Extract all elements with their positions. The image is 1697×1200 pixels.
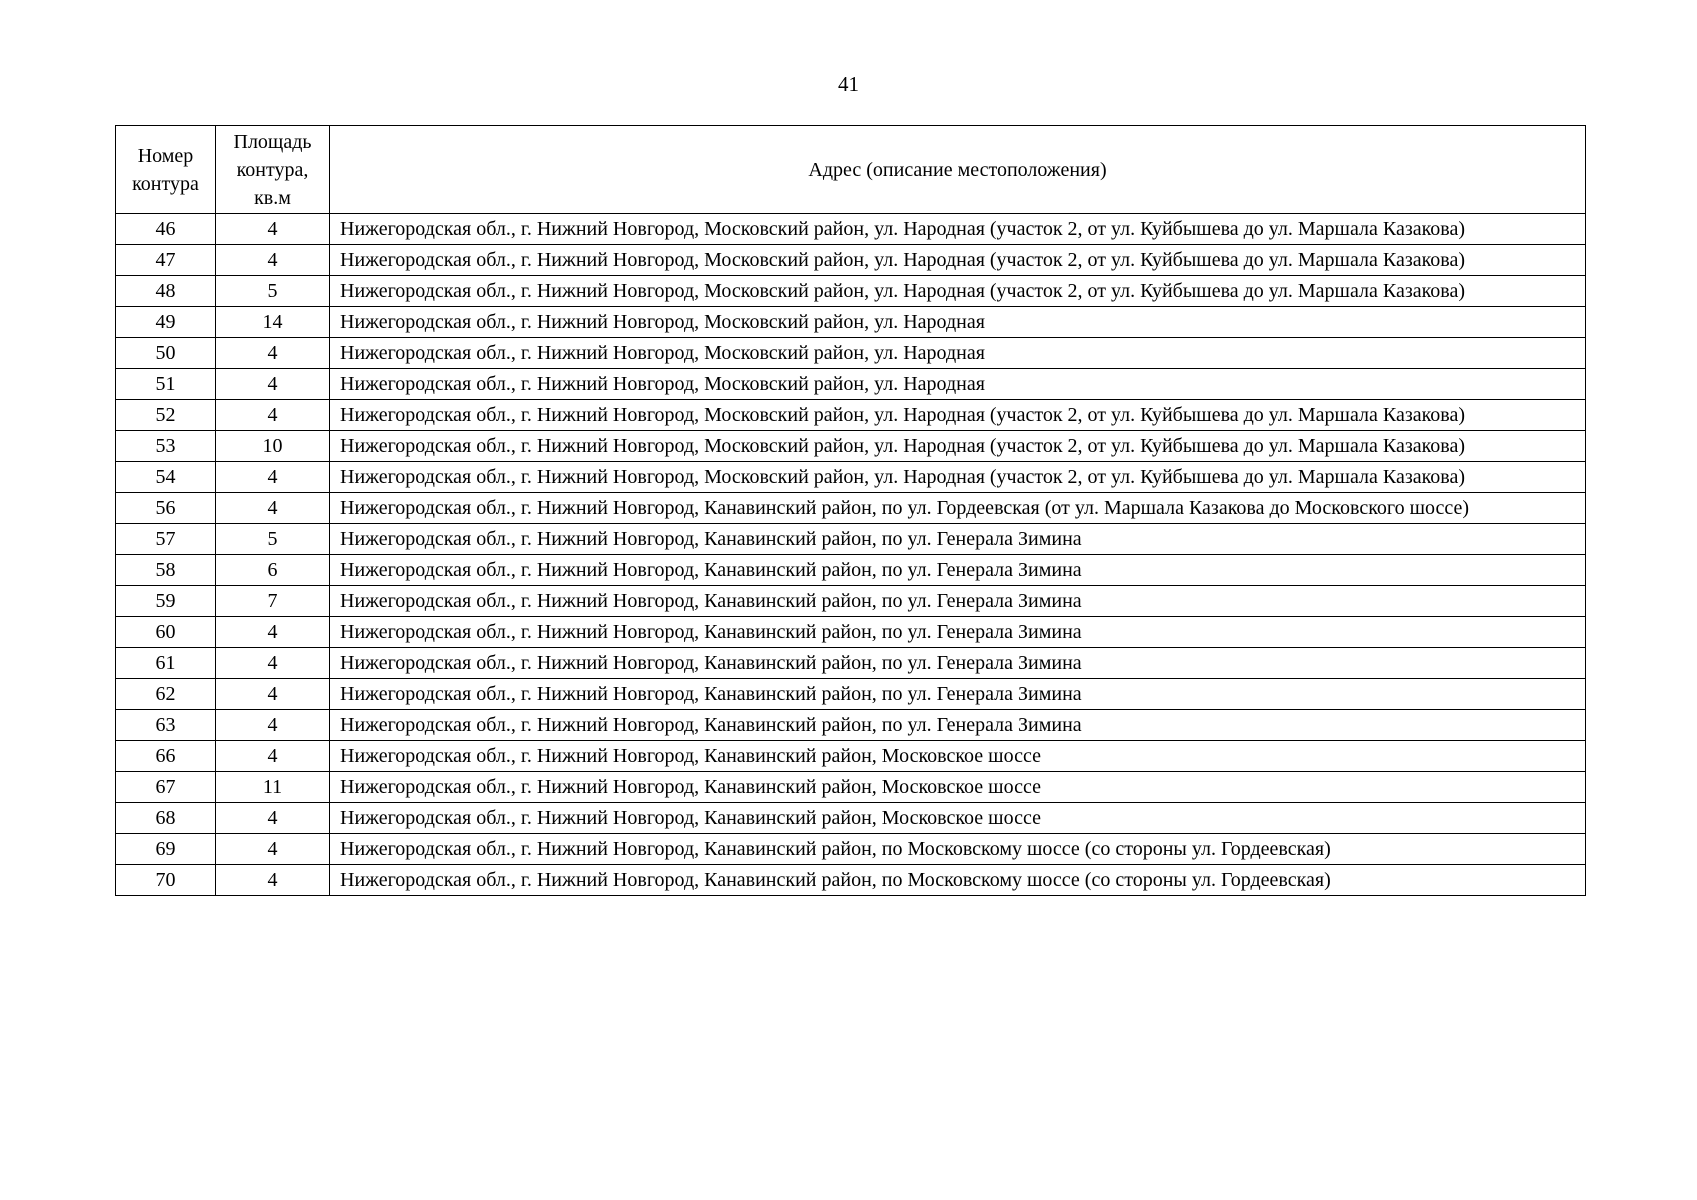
table-body: [116, 214, 1586, 896]
cell-contour-area: 14: [216, 307, 330, 338]
cell-contour-number: 50: [116, 338, 216, 369]
cell-contour-area: 4: [216, 245, 330, 276]
table-row: [116, 865, 1586, 896]
header-address: Адрес (описание местоположения): [330, 126, 1586, 214]
cell-contour-number: 69: [116, 834, 216, 865]
table-row: [116, 245, 1586, 276]
cell-address: Нижегородская обл., г. Нижний Новгород, Канавинский район, по ул. Генерала Зимина: [330, 710, 1586, 741]
cell-contour-area: 4: [216, 648, 330, 679]
cell-contour-number: 58: [116, 555, 216, 586]
cell-contour-number: 54: [116, 462, 216, 493]
table-row: [116, 493, 1586, 524]
cell-contour-number: 57: [116, 524, 216, 555]
cell-address: Нижегородская обл., г. Нижний Новгород, Московский район, ул. Народная (участок 2, от ул. Куйбышева до ул. Маршала Казакова): [330, 400, 1586, 431]
cell-contour-area: 5: [216, 276, 330, 307]
cell-contour-number: 67: [116, 772, 216, 803]
header-contour-area: Площадь контура, кв.м: [216, 126, 330, 214]
cell-contour-area: 4: [216, 338, 330, 369]
contours-table: [115, 125, 1586, 896]
cell-address: Нижегородская обл., г. Нижний Новгород, Московский район, ул. Народная (участок 2, от ул. Куйбышева до ул. Маршала Казакова): [330, 276, 1586, 307]
cell-contour-number: 53: [116, 431, 216, 462]
cell-address: Нижегородская обл., г. Нижний Новгород, Канавинский район, по ул. Генерала Зимина: [330, 524, 1586, 555]
page-number: 41: [838, 72, 859, 96]
cell-contour-area: 7: [216, 586, 330, 617]
cell-address: Нижегородская обл., г. Нижний Новгород, Московский район, ул. Народная (участок 2, от ул. Куйбышева до ул. Маршала Казакова): [330, 431, 1586, 462]
table-row: [116, 369, 1586, 400]
cell-contour-area: 4: [216, 400, 330, 431]
table-row: [116, 307, 1586, 338]
cell-contour-area: 4: [216, 493, 330, 524]
cell-contour-number: 68: [116, 803, 216, 834]
cell-contour-number: 47: [116, 245, 216, 276]
cell-contour-area: 4: [216, 710, 330, 741]
table-row: [116, 431, 1586, 462]
table-row: [116, 741, 1586, 772]
cell-address: Нижегородская обл., г. Нижний Новгород, Московский район, ул. Народная (участок 2, от ул. Куйбышева до ул. Маршала Казакова): [330, 214, 1586, 245]
table-row: [116, 524, 1586, 555]
cell-address: Нижегородская обл., г. Нижний Новгород, Канавинский район, по ул. Генерала Зимина: [330, 555, 1586, 586]
cell-contour-number: 46: [116, 214, 216, 245]
cell-address: Нижегородская обл., г. Нижний Новгород, Московский район, ул. Народная (участок 2, от ул. Куйбышева до ул. Маршала Казакова): [330, 245, 1586, 276]
cell-contour-number: 59: [116, 586, 216, 617]
cell-contour-number: 48: [116, 276, 216, 307]
cell-contour-area: 4: [216, 617, 330, 648]
cell-address: Нижегородская обл., г. Нижний Новгород, Канавинский район, по Московскому шоссе (со стороны ул. Гордеевская): [330, 834, 1586, 865]
cell-address: Нижегородская обл., г. Нижний Новгород, Московский район, ул. Народная: [330, 369, 1586, 400]
table-row: [116, 462, 1586, 493]
table-row: [116, 710, 1586, 741]
cell-address: Нижегородская обл., г. Нижний Новгород, Канавинский район, по ул. Генерала Зимина: [330, 648, 1586, 679]
table-row: [116, 555, 1586, 586]
cell-contour-number: 70: [116, 865, 216, 896]
cell-contour-area: 5: [216, 524, 330, 555]
cell-address: Нижегородская обл., г. Нижний Новгород, Канавинский район, Московское шоссе: [330, 772, 1586, 803]
cell-address: Нижегородская обл., г. Нижний Новгород, Московский район, ул. Народная (участок 2, от ул. Куйбышева до ул. Маршала Казакова): [330, 462, 1586, 493]
table-row: [116, 276, 1586, 307]
cell-contour-area: 4: [216, 369, 330, 400]
table-row: [116, 214, 1586, 245]
cell-contour-area: 4: [216, 462, 330, 493]
cell-contour-number: 49: [116, 307, 216, 338]
table-row: [116, 772, 1586, 803]
cell-address: Нижегородская обл., г. Нижний Новгород, Канавинский район, по ул. Генерала Зимина: [330, 586, 1586, 617]
table-row: [116, 617, 1586, 648]
cell-address: Нижегородская обл., г. Нижний Новгород, Канавинский район, по ул. Гордеевская (от ул. Маршала Казакова до Московского шоссе): [330, 493, 1586, 524]
cell-contour-area: 6: [216, 555, 330, 586]
header-row: [116, 126, 1586, 214]
table-row: [116, 648, 1586, 679]
table-row: [116, 679, 1586, 710]
cell-contour-number: 63: [116, 710, 216, 741]
cell-contour-number: 56: [116, 493, 216, 524]
cell-address: Нижегородская обл., г. Нижний Новгород, Московский район, ул. Народная: [330, 307, 1586, 338]
cell-address: Нижегородская обл., г. Нижний Новгород, Канавинский район, Московское шоссе: [330, 741, 1586, 772]
cell-contour-number: 66: [116, 741, 216, 772]
cell-contour-area: 10: [216, 431, 330, 462]
table-row: [116, 834, 1586, 865]
cell-address: Нижегородская обл., г. Нижний Новгород, Канавинский район, по Московскому шоссе (со стороны ул. Гордеевская): [330, 865, 1586, 896]
cell-contour-area: 4: [216, 865, 330, 896]
table-row: [116, 400, 1586, 431]
cell-address: Нижегородская обл., г. Нижний Новгород, Канавинский район, по ул. Генерала Зимина: [330, 679, 1586, 710]
cell-contour-area: 11: [216, 772, 330, 803]
cell-contour-area: 4: [216, 741, 330, 772]
table-row: [116, 803, 1586, 834]
cell-contour-number: 61: [116, 648, 216, 679]
cell-contour-number: 62: [116, 679, 216, 710]
table-header: [116, 126, 1586, 214]
cell-contour-number: 52: [116, 400, 216, 431]
cell-address: Нижегородская обл., г. Нижний Новгород, Московский район, ул. Народная: [330, 338, 1586, 369]
cell-contour-number: 51: [116, 369, 216, 400]
cell-contour-number: 60: [116, 617, 216, 648]
cell-address: Нижегородская обл., г. Нижний Новгород, Канавинский район, Московское шоссе: [330, 803, 1586, 834]
cell-contour-area: 4: [216, 834, 330, 865]
cell-contour-area: 4: [216, 803, 330, 834]
cell-address: Нижегородская обл., г. Нижний Новгород, Канавинский район, по ул. Генерала Зимина: [330, 617, 1586, 648]
cell-contour-area: 4: [216, 214, 330, 245]
cell-contour-area: 4: [216, 679, 330, 710]
table-row: [116, 338, 1586, 369]
table-row: [116, 586, 1586, 617]
header-contour-number: Номер контура: [116, 126, 216, 214]
